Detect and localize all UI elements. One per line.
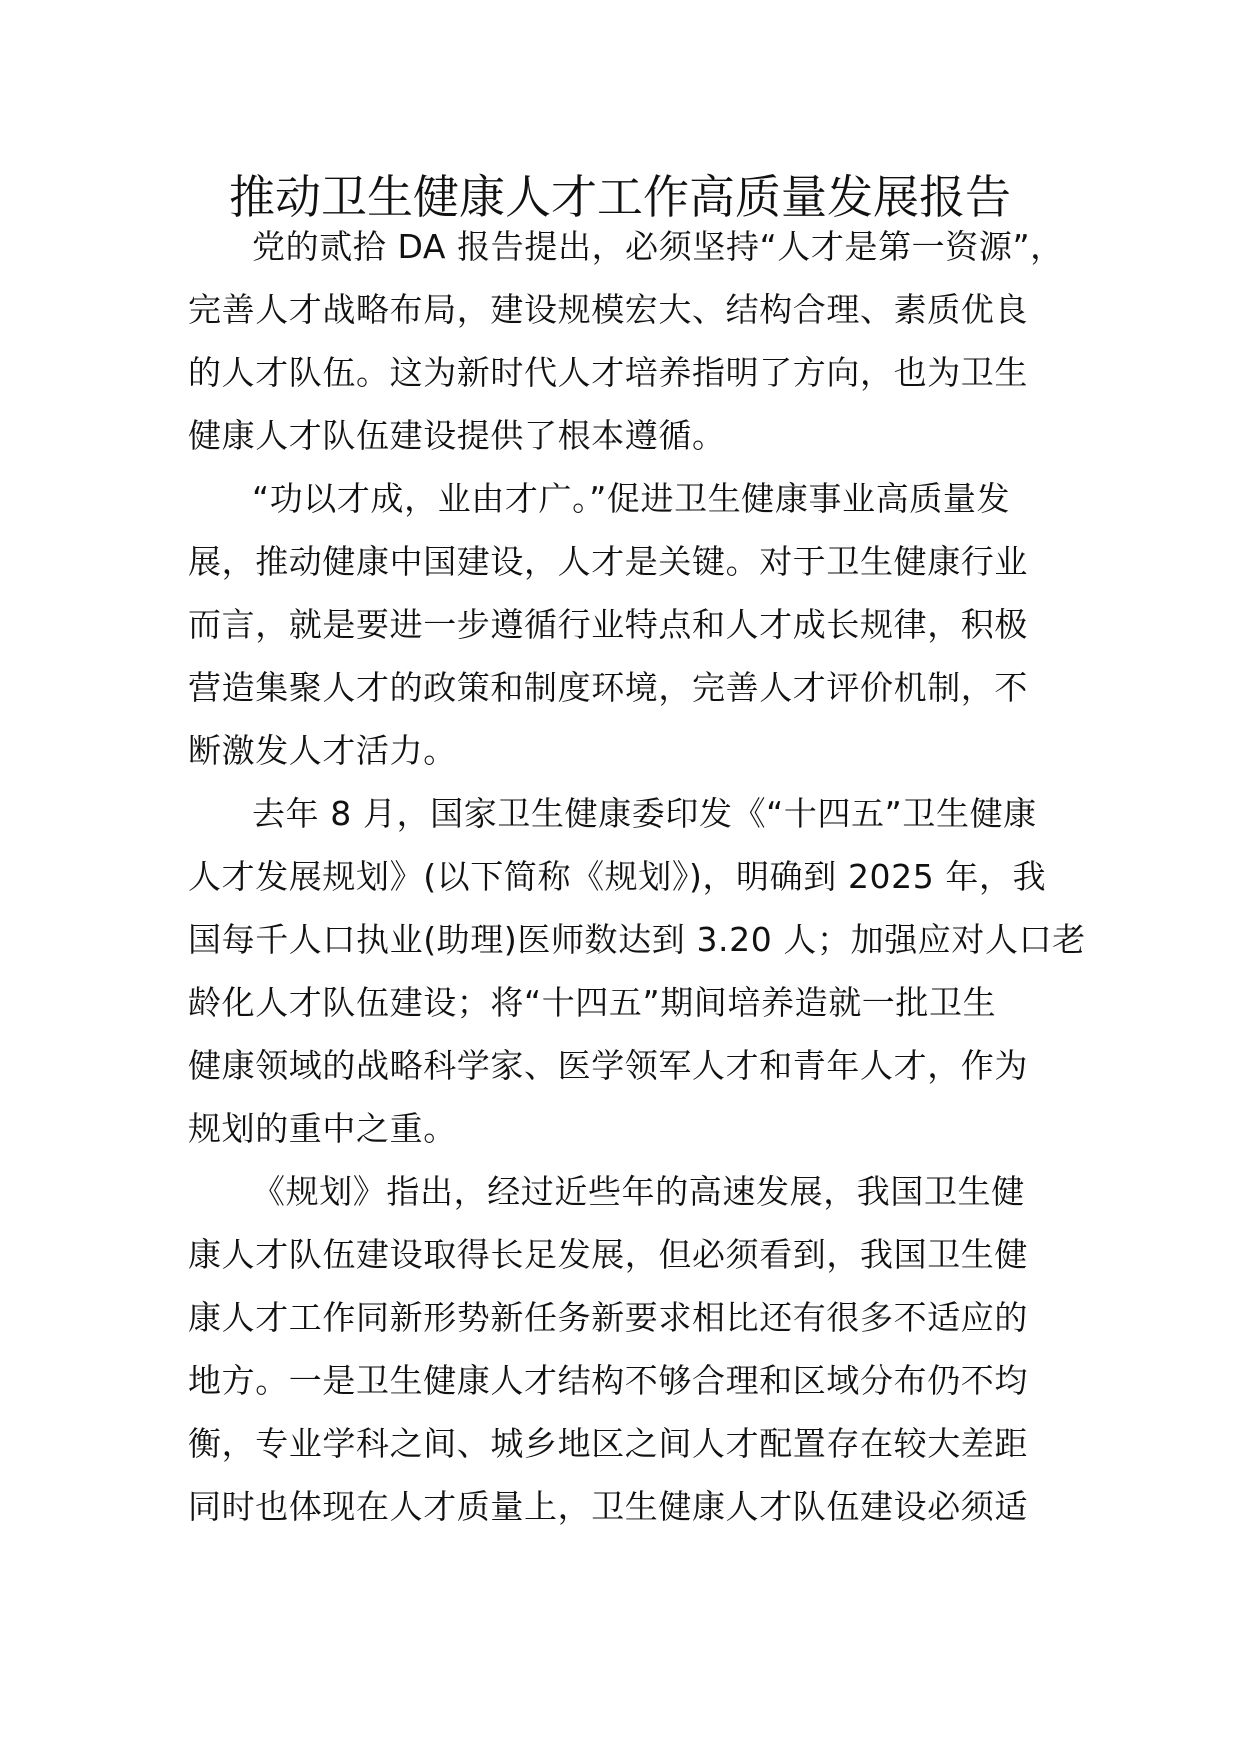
paragraph-3-line-3: 国每千人口执业(助理)医师数达到 3.20 人；加强应对人口老 <box>188 920 1086 959</box>
paragraph-1-line-4: 健康人才队伍建设提供了根本遵循。 <box>188 416 726 455</box>
paragraph-1-line-2: 完善人才战略布局，建设规模宏大、结构合理、素质优良 <box>188 290 1028 329</box>
paragraph-2-line-2: 展，推动健康中国建设，人才是关键。对于卫生健康行业 <box>188 542 1028 581</box>
document-title: 推动卫生健康人才工作高质量发展报告 <box>229 170 1011 224</box>
paragraph-3-line-2: 人才发展规划》(以下简称《规划》)，明确到 2025 年，我 <box>188 857 1047 896</box>
paragraph-3-line-5: 健康领域的战略科学家、医学领军人才和青年人才，作为 <box>188 1046 1028 1085</box>
paragraph-4-line-2: 康人才队伍建设取得长足发展，但必须看到，我国卫生健 <box>188 1235 1028 1274</box>
paragraph-3-line-6: 规划的重中之重。 <box>188 1109 457 1148</box>
paragraph-4-line-1: 《规划》指出，经过近些年的高速发展，我国卫生健 <box>252 1172 1025 1211</box>
paragraph-3-line-4: 龄化人才队伍建设；将“十四五”期间培养造就一批卫生 <box>188 983 997 1022</box>
paragraph-4-line-5: 衡，专业学科之间、城乡地区之间人才配置存在较大差距 <box>188 1424 1028 1463</box>
paragraph-3-line-1: 去年 8 月，国家卫生健康委印发《“十四五”卫生健康 <box>252 794 1037 833</box>
paragraph-4-line-4: 地方。一是卫生健康人才结构不够合理和区域分布仍不均 <box>188 1361 1028 1400</box>
paragraph-2-line-1: “功以才成，业由才广。”促进卫生健康事业高质量发 <box>252 479 1011 518</box>
paragraph-1-line-1: 党的贰拾 DA 报告提出，必须坚持“人才是第一资源”， <box>252 227 1064 266</box>
paragraph-4-line-6: 同时也体现在人才质量上，卫生健康人才队伍建设必须适 <box>188 1487 1028 1526</box>
paragraph-2-line-3: 而言，就是要进一步遵循行业特点和人才成长规律，积极 <box>188 605 1028 644</box>
paragraph-1-line-3: 的人才队伍。这为新时代人才培养指明了方向，也为卫生 <box>188 353 1028 392</box>
paragraph-4-line-3: 康人才工作同新形势新任务新要求相比还有很多不适应的 <box>188 1298 1028 1337</box>
paragraph-2-line-4: 营造集聚人才的政策和制度环境，完善人才评价机制，不 <box>188 668 1028 707</box>
paragraph-2-line-5: 断激发人才活力。 <box>188 731 457 770</box>
